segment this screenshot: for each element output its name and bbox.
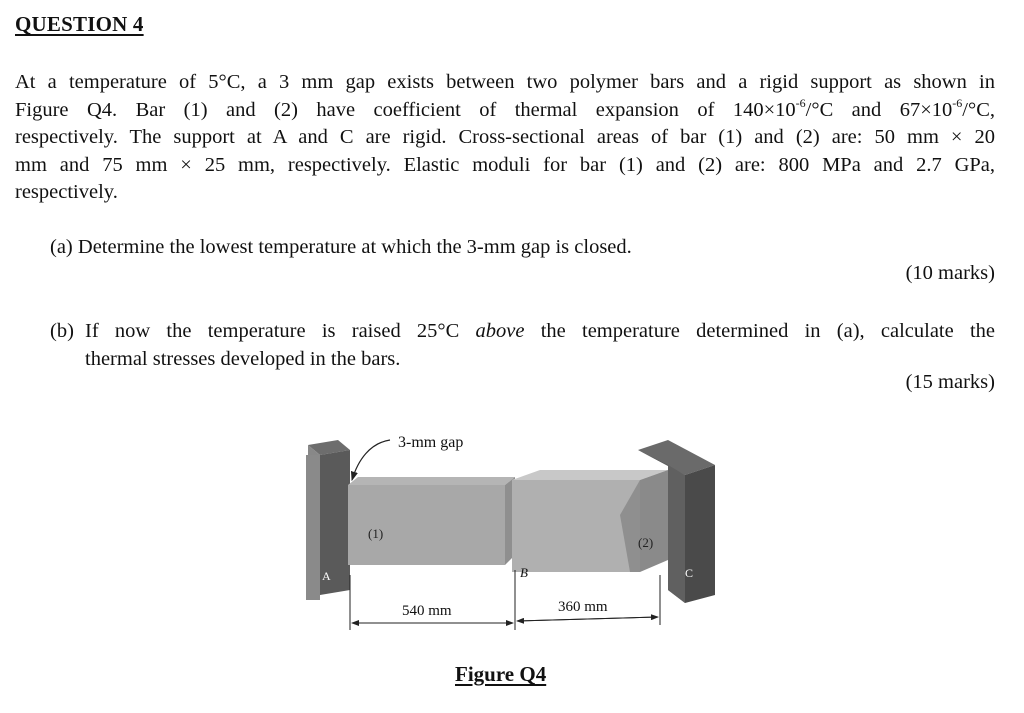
bar-1 bbox=[348, 477, 515, 565]
part-a-question bbox=[50, 234, 632, 262]
part-a-label: (a) bbox=[50, 236, 73, 258]
intro-line-2: Figure Q4. Bar (1) and (2) have coefficient of thermal expansion of $140\times 10^{-6}/^\circ C$ and $67\times 10^{-6}/^\circ C$, bbox=[15, 95, 995, 121]
joint-b-label: B bbox=[520, 565, 528, 580]
intro-line-1: At a temperature of 5°C, a 3 mm gap exists between two polymer bars and a rigid support as shown in bbox=[15, 71, 995, 93]
intro-line-5: respectively. bbox=[15, 181, 118, 203]
intro-line-4: mm and 75 mm × 25 mm, respectively. Elastic moduli for bar (1) and (2) are: 800 MPa and 2.7 GPa, bbox=[15, 153, 995, 176]
problem-statement bbox=[15, 69, 995, 207]
part-b-question bbox=[50, 318, 995, 373]
gap-label: 3-mm gap bbox=[398, 434, 464, 451]
figure-caption: Figure Q4 bbox=[455, 662, 547, 686]
bar-2 bbox=[512, 470, 668, 572]
bar-2-label: (2) bbox=[638, 535, 654, 550]
question-heading: QUESTION 4 bbox=[15, 12, 144, 36]
part-b-label: (b) bbox=[50, 320, 74, 342]
part-a-marks: (10 marks) bbox=[905, 262, 995, 284]
bar-1-label: (1) bbox=[368, 526, 384, 541]
support-a-label: A bbox=[322, 569, 331, 583]
dimension-lines bbox=[350, 570, 660, 630]
dim-360-label: 360 mm bbox=[558, 599, 608, 615]
dim-540-label: 540 mm bbox=[402, 603, 452, 619]
part-a-text: Determine the lowest temperature at which the 3-mm gap is closed. bbox=[77, 236, 632, 258]
intro-line-3: respectively. The support at A and C are rigid. Cross-sectional areas of bar (1) and (2) are: 50 mm × 20 bbox=[15, 126, 995, 148]
part-b-line-1: If now the temperature is raised 25°C above the temperature determined in (a), calculate the bbox=[85, 320, 995, 342]
part-b-marks: (15 marks) bbox=[905, 371, 995, 393]
figure-q4-diagram bbox=[290, 425, 730, 650]
support-c-label: C bbox=[685, 566, 694, 580]
part-b-line-2: thermal stresses developed in the bars. bbox=[85, 347, 401, 370]
